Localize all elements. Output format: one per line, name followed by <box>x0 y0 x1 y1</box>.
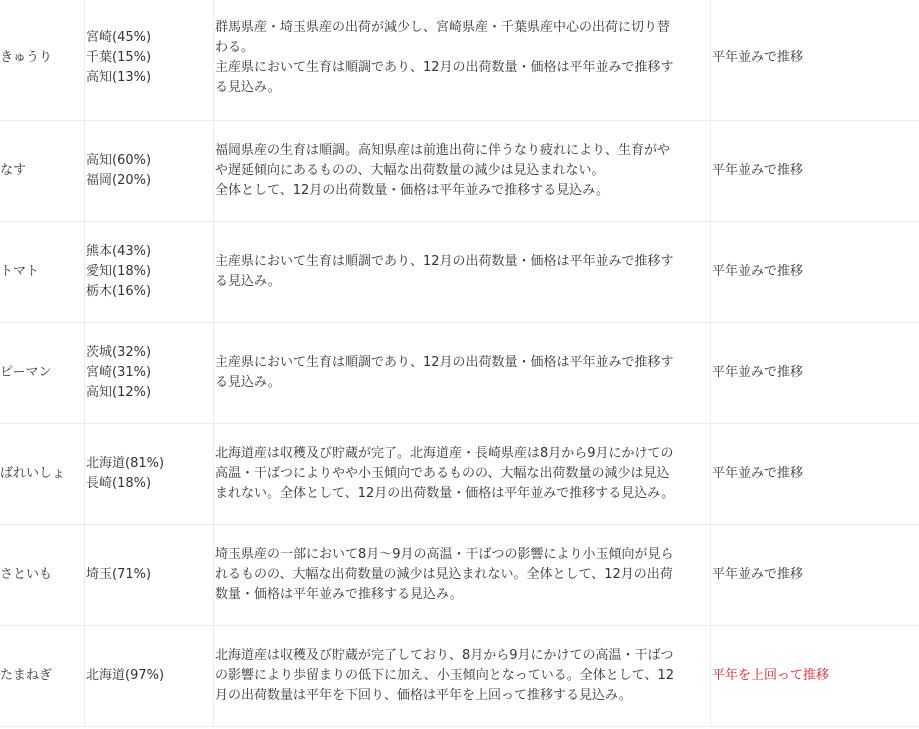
outlook-description <box>214 0 711 121</box>
main-prefectures <box>85 222 214 323</box>
description-line: 福岡県産の生育は順調。高知県産は前進出荷に伴うなり疲れにより、生育がや <box>215 143 671 158</box>
description-line: 主産県において生育は順調であり、12月の出荷数量・価格は平年並みで推移す <box>215 59 674 75</box>
main-prefectures <box>85 424 214 525</box>
description-line: まれない。全体として、12月の出荷数量・価格は平年並みで推移する見込み。 <box>215 486 675 501</box>
prefecture-share: 長崎(18%) <box>86 476 152 491</box>
description-line: る見込み。 <box>215 79 281 95</box>
description-line: や遅延傾向にあるものの、大幅な出荷数量の減少は見込まれない。 <box>215 163 605 178</box>
price-trend: 平年並みで推移 <box>711 0 919 121</box>
price-trend: 平年並みで推移 <box>711 424 919 525</box>
vegetable-name: さといも <box>0 525 85 626</box>
prefecture-share: 福岡(20%) <box>86 173 152 188</box>
prefecture-share: 高知(60%) <box>86 153 152 168</box>
outlook-description <box>214 424 711 525</box>
prefecture-share: 高知(13%) <box>86 69 152 85</box>
vegetable-name: トマト <box>0 222 85 323</box>
description-line: る見込み。 <box>215 274 281 289</box>
description-line: 主産県において生育は順調であり、12月の出荷数量・価格は平年並みで推移す <box>215 254 674 269</box>
description-line: 月の出荷数量は平年を下回り、価格は平年を上回って推移する見込み。 <box>215 688 632 703</box>
vegetable-name: なす <box>0 121 85 222</box>
prefecture-share: 北海道(97%) <box>86 668 165 683</box>
description-line: 高温・干ばつによりやや小玉傾向であるものの、大幅な出荷数量の減少は見込 <box>215 466 670 481</box>
description-line: れるものの、大幅な出荷数量の減少は見込まれない。全体として、12月の出荷 <box>215 567 673 582</box>
outlook-description <box>214 121 711 222</box>
prefecture-share: 宮崎(45%) <box>86 29 152 45</box>
table-row <box>0 323 919 424</box>
prefecture-share: 埼玉(71%) <box>86 567 152 582</box>
outlook-description <box>214 222 711 323</box>
vegetable-name: たまねぎ <box>0 626 85 727</box>
outlook-description <box>214 525 711 626</box>
prefecture-share: 愛知(18%) <box>86 264 152 279</box>
table-row <box>0 222 919 323</box>
prefecture-share: 北海道(81%) <box>86 456 165 471</box>
vegetable-name: きゅうり <box>0 0 85 121</box>
outlook-description <box>214 323 711 424</box>
price-trend: 平年並みで推移 <box>711 222 919 323</box>
main-prefectures <box>85 525 214 626</box>
price-trend: 平年を上回って推移 <box>711 626 919 727</box>
vegetable-name: ばれいしょ <box>0 424 85 525</box>
price-trend: 平年並みで推移 <box>711 121 919 222</box>
main-prefectures <box>85 121 214 222</box>
prefecture-share: 宮崎(31%) <box>86 365 152 380</box>
description-line: 埼玉県産の一部において8月～9月の高温・干ばつの影響により小玉傾向が見ら <box>215 547 674 562</box>
description-line: の影響により歩留まりの低下に加え、小玉傾向となっている。全体として、12 <box>215 668 675 683</box>
description-line: 主産県において生育は順調であり、12月の出荷数量・価格は平年並みで推移す <box>215 355 674 370</box>
table-row <box>0 626 919 727</box>
outlook-description <box>214 626 711 727</box>
prefecture-share: 高知(12%) <box>86 385 152 400</box>
main-prefectures <box>85 0 214 121</box>
prefecture-share: 千葉(15%) <box>86 49 152 65</box>
description-line: 数量・価格は平年並みで推移する見込み。 <box>215 587 463 602</box>
table-row <box>0 525 919 626</box>
table-row <box>0 121 919 222</box>
description-line: 北海道産は収穫及び貯蔵が完了しており、8月から9月にかけての高温・干ばつ <box>215 648 674 663</box>
description-line: 北海道産は収穫及び貯蔵が完了。北海道産・長崎県産は8月から9月にかけての <box>215 446 674 461</box>
description-line: 全体として、12月の出荷数量・価格は平年並みで推移する見込み。 <box>215 183 610 198</box>
table-row <box>0 424 919 525</box>
description-line: る見込み。 <box>215 375 281 390</box>
description-line: 群馬県産・埼玉県産の出荷が減少し、宮崎県産・千葉県産中心の出荷に切り替 <box>215 19 671 35</box>
prefecture-share: 熊本(43%) <box>86 244 152 259</box>
table-row <box>0 0 919 121</box>
main-prefectures <box>85 626 214 727</box>
prefecture-share: 栃木(16%) <box>86 284 152 299</box>
price-trend: 平年並みで推移 <box>711 525 919 626</box>
price-trend: 平年並みで推移 <box>711 323 919 424</box>
description-line: わる。 <box>215 39 255 55</box>
prefecture-share: 茨城(32%) <box>86 345 152 360</box>
main-prefectures <box>85 323 214 424</box>
vegetable-name: ピーマン <box>0 323 85 424</box>
